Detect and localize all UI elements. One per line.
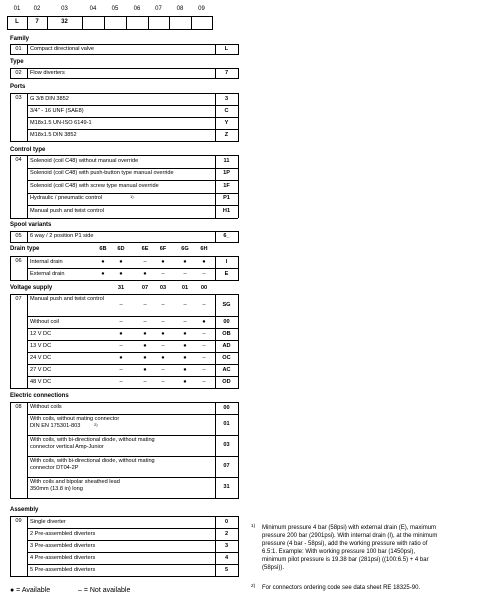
- header-position-label: 06: [133, 6, 141, 12]
- section-title-assembly: Assembly: [10, 507, 39, 513]
- availability-mark: ●: [119, 270, 123, 277]
- footnote-ref: 1): [130, 193, 134, 199]
- table-rule: [27, 516, 28, 576]
- drain-column-header: 6H: [200, 246, 208, 252]
- header-code-value: 7: [35, 19, 39, 25]
- availability-mark: –: [183, 270, 187, 277]
- table-rule: [10, 516, 11, 576]
- electric-code: 00: [223, 404, 230, 411]
- availability-mark: –: [183, 301, 187, 308]
- footnote-text: Minimum pressure 4 bar (58psi) with external drain (E), maximum: [262, 525, 437, 531]
- header-position-label: 03: [61, 6, 68, 12]
- table-rule: [10, 498, 238, 499]
- header-code-box: [169, 16, 192, 30]
- section-title-electric-connections: Electric connections: [10, 393, 69, 399]
- table-rule: [27, 316, 238, 317]
- assembly-code: 2: [224, 530, 229, 537]
- section-title-ports: Ports: [10, 84, 26, 90]
- voltage-option-label: Without coil: [30, 318, 59, 325]
- section-title-family: Family: [10, 36, 30, 42]
- table-rule: [238, 155, 239, 218]
- legend-available: ● = Available: [10, 587, 51, 594]
- voltage-column-header: 07: [141, 285, 149, 291]
- voltage-code: AD: [222, 342, 231, 349]
- table-rule: [10, 54, 238, 55]
- availability-mark: –: [161, 318, 165, 325]
- port-code: C: [224, 107, 229, 114]
- availability-mark: ●: [183, 342, 187, 349]
- availability-mark: ●: [183, 378, 187, 385]
- table-rule: [238, 44, 239, 55]
- section-title-voltage-supply: Voltage supply: [10, 285, 53, 291]
- header-code-box: [104, 16, 127, 30]
- port-option-label: G 3/8 DIN 3852: [30, 95, 69, 102]
- control-option-label: Solenoid (coil C48) with screw type manual override: [30, 182, 159, 189]
- table-rule: [27, 231, 28, 242]
- availability-mark: ●: [183, 354, 187, 361]
- assembly-option-label: 2 Pre-assembled diverters: [30, 530, 96, 537]
- availability-mark: –: [202, 330, 206, 337]
- control-code: 1P: [223, 170, 230, 177]
- port-code: 3: [224, 95, 229, 102]
- header-code-box: [148, 16, 170, 30]
- drain-column-header: 6D: [117, 246, 125, 252]
- availability-mark: –: [202, 354, 206, 361]
- header-position-label: 07: [155, 6, 162, 12]
- table-rule: [27, 294, 28, 388]
- electric-option-label: DIN EN 175301-803: [30, 422, 81, 429]
- table-rule: [27, 564, 238, 565]
- voltage-option-label: 24 V DC: [30, 354, 52, 361]
- availability-mark: –: [161, 270, 165, 277]
- electric-code: 31: [223, 484, 230, 490]
- type-option-label: Flow diverters: [30, 69, 65, 76]
- availability-mark: ●: [183, 366, 187, 373]
- electric-option-label: connector vertical Amp-Junior: [30, 443, 104, 450]
- header-position-label: 05: [111, 6, 119, 12]
- voltage-option-label: 48 V DC: [30, 378, 52, 385]
- electric-option-label: With coils, with bi-directional diode, without mating: [30, 457, 155, 464]
- availability-mark: –: [143, 258, 147, 265]
- availability-mark: ●: [202, 318, 206, 325]
- table-rule: [27, 528, 238, 529]
- control-number: 04: [15, 157, 22, 163]
- footnote-text: (58psi)).: [262, 565, 285, 571]
- table-rule: [10, 294, 238, 295]
- availability-mark: ●: [183, 330, 187, 337]
- table-rule: [27, 117, 238, 118]
- assembly-code: 3: [224, 542, 229, 549]
- drain-option-label: Internal drain: [30, 258, 63, 265]
- table-rule: [10, 231, 238, 232]
- availability-mark: –: [119, 318, 123, 325]
- table-rule: [27, 168, 238, 169]
- availability-mark: ●: [119, 354, 123, 361]
- table-rule: [10, 78, 238, 79]
- drain-code: I: [225, 258, 228, 265]
- table-rule: [27, 205, 238, 206]
- section-title-drain-type: Drain type: [10, 246, 40, 252]
- voltage-code: AC: [222, 366, 231, 373]
- footnote-marker: 1): [251, 524, 256, 529]
- availability-mark: –: [202, 366, 206, 373]
- family-code: L: [224, 45, 229, 52]
- table-rule: [238, 256, 239, 281]
- voltage-column-header: 03: [159, 285, 167, 291]
- control-option-label: Solenoid (coil C48) with push-button type manual override: [30, 170, 174, 177]
- header-position-label: 02: [33, 6, 41, 12]
- voltage-code: OB: [222, 330, 231, 337]
- spool-code: 6_: [223, 233, 230, 239]
- port-code: Y: [224, 119, 229, 126]
- table-rule: [27, 364, 238, 365]
- drain-option-label: External drain: [30, 270, 65, 277]
- availability-mark: –: [119, 301, 123, 308]
- voltage-option-label: 13 V DC: [30, 342, 52, 349]
- voltage-code: 00: [223, 318, 230, 325]
- table-rule: [238, 93, 239, 142]
- availability-mark: ●: [119, 330, 123, 337]
- availability-mark: –: [202, 342, 206, 349]
- availability-mark: –: [143, 301, 147, 308]
- availability-mark: ●: [161, 258, 165, 265]
- electric-option-label: With coils, without mating connector: [30, 415, 120, 422]
- type-number: 02: [15, 70, 22, 76]
- electric-option-label: connector DT04-2P: [30, 464, 79, 471]
- table-rule: [10, 93, 238, 94]
- electric-number: 08: [15, 404, 22, 410]
- availability-mark: ●: [101, 270, 105, 277]
- control-code: 11: [223, 157, 230, 164]
- electric-code: 07: [223, 463, 230, 469]
- header-code-box: [191, 16, 213, 30]
- spool-option-label: 6 way / 2 position P1 side: [30, 233, 94, 240]
- drain-column-header: 6G: [181, 246, 189, 252]
- availability-mark: –: [119, 342, 123, 349]
- section-title-type: Type: [10, 59, 24, 65]
- table-rule: [27, 105, 238, 106]
- availability-mark: ●: [143, 330, 147, 337]
- drain-column-header: 6F: [159, 246, 167, 252]
- footnote-text: minimum pilot pressure is 19.38 bar (281psi) ((100:6.5) + 4 bar: [262, 557, 429, 563]
- availability-mark: –: [161, 342, 165, 349]
- assembly-number: 09: [15, 518, 22, 524]
- drain-column-header: 6E: [141, 246, 149, 252]
- header-position-label: 01: [13, 6, 21, 12]
- header-position-label: 04: [89, 6, 97, 12]
- voltage-option-label: Manual push and twist control: [30, 296, 105, 302]
- electric-code: 03: [223, 442, 230, 448]
- header-code-value: L: [15, 19, 19, 25]
- header-position-label: 08: [176, 6, 184, 12]
- footnote-text: pressure 200 bar (2901psi). With internal drain (I), at the minimum: [262, 533, 438, 539]
- header-code-box: [82, 16, 105, 30]
- header-code-value: 32: [61, 19, 68, 25]
- availability-mark: ●: [202, 258, 206, 265]
- table-rule: [27, 44, 28, 54]
- table-rule: [10, 256, 238, 257]
- footnote-marker: 2): [251, 584, 256, 589]
- assembly-option-label: Single diverter: [30, 518, 66, 525]
- availability-mark: –: [143, 378, 147, 385]
- table-rule: [10, 242, 238, 243]
- assembly-code: 4: [224, 554, 229, 561]
- availability-mark: ●: [119, 258, 123, 265]
- family-number: 01: [15, 46, 22, 52]
- availability-mark: –: [202, 378, 206, 385]
- table-rule: [10, 388, 238, 389]
- table-rule: [238, 516, 239, 577]
- table-rule: [10, 576, 238, 577]
- footnote-ref: 2): [94, 421, 98, 427]
- ports-number: 03: [15, 95, 22, 101]
- table-rule: [10, 141, 238, 142]
- control-code: 1F: [223, 182, 230, 189]
- voltage-option-label: 12 V DC: [30, 330, 52, 337]
- voltage-number: 07: [15, 296, 22, 302]
- voltage-code: OC: [222, 354, 231, 361]
- drain-code: E: [224, 270, 229, 277]
- table-rule: [10, 294, 11, 388]
- availability-mark: ●: [101, 258, 105, 265]
- electric-option-label: 350mm (13.8 in) long: [30, 485, 83, 492]
- availability-mark: ●: [143, 354, 147, 361]
- table-rule: [27, 155, 28, 218]
- availability-mark: –: [161, 301, 165, 308]
- control-option-label: Manual push and twist control: [30, 207, 105, 214]
- table-rule: [10, 218, 238, 219]
- table-rule: [10, 68, 238, 69]
- assembly-code: 0: [224, 518, 229, 525]
- availability-mark: –: [161, 378, 165, 385]
- voltage-column-header: 31: [117, 285, 125, 291]
- availability-mark: –: [202, 270, 206, 277]
- table-rule: [238, 68, 239, 79]
- control-code: H1: [222, 207, 231, 214]
- spool-number: 05: [15, 233, 22, 239]
- drain-column-header: 6B: [99, 246, 107, 252]
- assembly-option-label: 5 Pre-assembled diverters: [30, 566, 96, 573]
- electric-option-label: With coils, with bi-directional diode, without mating: [30, 436, 155, 443]
- control-option-label: Solenoid (coil C48) without manual override: [30, 157, 139, 164]
- availability-mark: –: [119, 366, 123, 373]
- legend-not-available: – = Not available: [78, 587, 131, 594]
- assembly-code: 5: [224, 566, 229, 573]
- port-code: Z: [224, 131, 229, 138]
- electric-option-label: Without coils: [30, 403, 62, 410]
- voltage-code: OD: [222, 378, 231, 385]
- electric-code: 01: [223, 421, 230, 427]
- section-title-spool-variants: Spool variants: [10, 222, 52, 228]
- availability-mark: –: [183, 318, 187, 325]
- availability-mark: –: [119, 378, 123, 385]
- table-rule: [27, 352, 238, 353]
- voltage-column-header: 01: [181, 285, 189, 291]
- table-rule: [10, 402, 11, 498]
- table-rule: [27, 552, 238, 553]
- voltage-code: SG: [222, 301, 231, 308]
- table-rule: [27, 180, 238, 181]
- assembly-option-label: 3 Pre-assembled diverters: [30, 542, 96, 549]
- table-rule: [10, 44, 238, 45]
- control-option-label: Hydraulic / pneumatic control: [30, 195, 103, 202]
- table-rule: [10, 155, 11, 218]
- table-rule: [238, 402, 239, 499]
- table-rule: [27, 68, 28, 78]
- availability-mark: ●: [143, 270, 147, 277]
- drain-number: 06: [15, 258, 22, 264]
- port-option-label: 3/4" - 16 UNF (SAE8): [30, 107, 84, 114]
- availability-mark: ●: [183, 258, 187, 265]
- availability-mark: –: [161, 366, 165, 373]
- footnote-text: pressure (4 bar - 58psi), add the working pressure with ratio of: [262, 541, 428, 547]
- table-rule: [27, 540, 238, 541]
- table-rule: [10, 516, 238, 517]
- port-option-label: M18x1.5 UN-ISO 6149-1: [30, 119, 92, 126]
- voltage-option-label: 27 V DC: [30, 366, 52, 373]
- availability-mark: ●: [161, 330, 165, 337]
- section-title-control-type: Control type: [10, 147, 46, 153]
- assembly-option-label: 4 Pre-assembled diverters: [30, 554, 96, 561]
- port-option-label: M18x1.5 DIN 3852: [30, 131, 77, 138]
- table-rule: [27, 402, 28, 498]
- availability-mark: ●: [161, 354, 165, 361]
- table-rule: [27, 129, 238, 130]
- availability-mark: –: [143, 318, 147, 325]
- availability-mark: –: [202, 301, 206, 308]
- table-rule: [27, 328, 238, 329]
- footnote-text: 6.5:1. Example: With working pressure 100 bar (1450psi),: [262, 549, 416, 555]
- control-code: P1: [223, 195, 230, 202]
- header-position-label: 09: [198, 6, 205, 12]
- type-code: 7: [224, 69, 229, 76]
- voltage-column-header: 00: [200, 285, 208, 291]
- family-option-label: Compact directional valve: [30, 45, 95, 52]
- table-rule: [27, 376, 238, 377]
- availability-mark: ●: [143, 342, 147, 349]
- table-rule: [27, 268, 238, 269]
- table-rule: [27, 340, 238, 341]
- table-rule: [10, 280, 238, 281]
- header-code-box: [126, 16, 149, 30]
- table-rule: [10, 155, 238, 156]
- footnote-text: For connectors ordering code see data sheet RE 18325-90.: [262, 585, 421, 591]
- table-rule: [238, 231, 239, 243]
- electric-option-label: With coils and bipolar sheathed lead: [30, 478, 120, 485]
- availability-mark: ●: [143, 366, 147, 373]
- table-rule: [238, 294, 239, 389]
